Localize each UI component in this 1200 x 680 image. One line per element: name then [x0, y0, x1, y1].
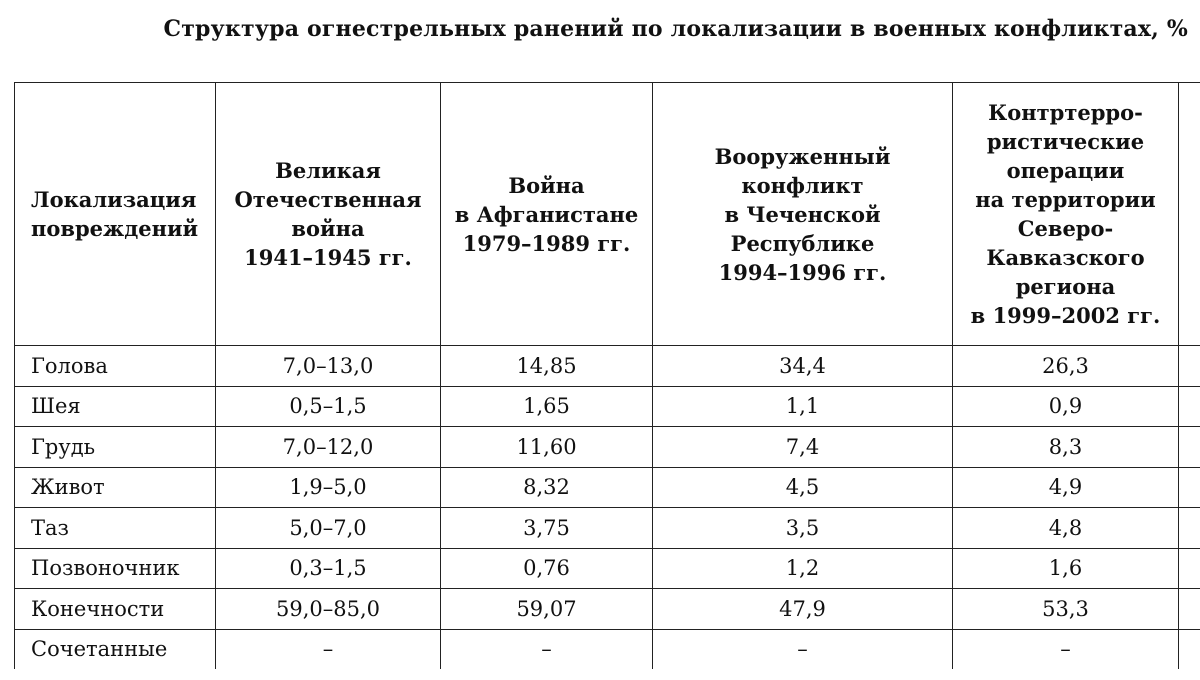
row-label: Шея [15, 386, 216, 427]
table-cell: – [953, 629, 1179, 669]
row-label: Конечности [15, 589, 216, 630]
table-cell: 14,85 [441, 346, 653, 387]
table-cell: 59,0–85,0 [216, 589, 441, 630]
table-cell: 1,2 [653, 548, 953, 589]
table-cell: 7,0–12,0 [216, 427, 441, 468]
table-cell: 8,32 [441, 467, 653, 508]
table-row [15, 467, 1200, 508]
table-cell: 5,0–7,0 [216, 508, 441, 549]
column-header-afghanistan: Война в Афганистане 1979–1989 гг. [441, 83, 653, 346]
row-label: Грудь [15, 427, 216, 468]
table-cell: 0,3–1,5 [216, 548, 441, 589]
row-label: Таз [15, 508, 216, 549]
table-cell: 1,65 [441, 386, 653, 427]
table-cell: 53,3 [953, 589, 1179, 630]
table-cell-cutoff [1179, 467, 1200, 508]
table-cell: 47,9 [653, 589, 953, 630]
table-cell: 26,3 [953, 346, 1179, 387]
table-cell-cutoff [1179, 508, 1200, 549]
table-cell: 4,5 [653, 467, 953, 508]
table-cell: 11,60 [441, 427, 653, 468]
table-cell: – [216, 629, 441, 669]
table-caption: Структура огнестрельных ранений по локализации в военных конфликтах, % [163, 16, 1188, 42]
table-cell: 7,0–13,0 [216, 346, 441, 387]
table-cell-cutoff [1179, 629, 1200, 669]
table-cell: 3,5 [653, 508, 953, 549]
table-cell: – [441, 629, 653, 669]
column-header-cutoff [1179, 83, 1200, 346]
table-cell: 0,76 [441, 548, 653, 589]
column-header-chechnya: Вооруженный конфликт в Чеченской Республике 1994–1996 гг. [653, 83, 953, 346]
row-label: Сочетанные [15, 629, 216, 669]
row-label: Позвоночник [15, 548, 216, 589]
header-row [15, 83, 1200, 346]
table-row [15, 427, 1200, 468]
table-cell-cutoff [1179, 548, 1200, 589]
table-row [15, 629, 1200, 669]
row-label: Голова [15, 346, 216, 387]
row-label: Живот [15, 467, 216, 508]
column-header-localization: Локализация повреждений [15, 83, 216, 346]
table-row [15, 589, 1200, 630]
table-cell: 7,4 [653, 427, 953, 468]
table-cell-cutoff [1179, 589, 1200, 630]
table-cell: 8,3 [953, 427, 1179, 468]
table-cell: 59,07 [441, 589, 653, 630]
table-cell: 3,75 [441, 508, 653, 549]
table-row [15, 548, 1200, 589]
table-cell: 34,4 [653, 346, 953, 387]
table-cell: 1,6 [953, 548, 1179, 589]
table-cell: 0,5–1,5 [216, 386, 441, 427]
wound-localization-table [14, 82, 1200, 669]
table-row [15, 346, 1200, 387]
table-cell-cutoff [1179, 427, 1200, 468]
table-row [15, 386, 1200, 427]
column-header-north-caucasus: Контртерро- ристические операции на территории Северо- Кавказского региона в 1999–2002 гг. [953, 83, 1179, 346]
table-cell: 1,9–5,0 [216, 467, 441, 508]
column-header-ww2: Великая Отечественная война 1941–1945 гг. [216, 83, 441, 346]
table-cell-cutoff [1179, 386, 1200, 427]
table-cell: 4,8 [953, 508, 1179, 549]
table-cell: – [653, 629, 953, 669]
table-row [15, 508, 1200, 549]
table-cell: 0,9 [953, 386, 1179, 427]
table-cell: 4,9 [953, 467, 1179, 508]
table-cell-cutoff [1179, 346, 1200, 387]
table-cell: 1,1 [653, 386, 953, 427]
